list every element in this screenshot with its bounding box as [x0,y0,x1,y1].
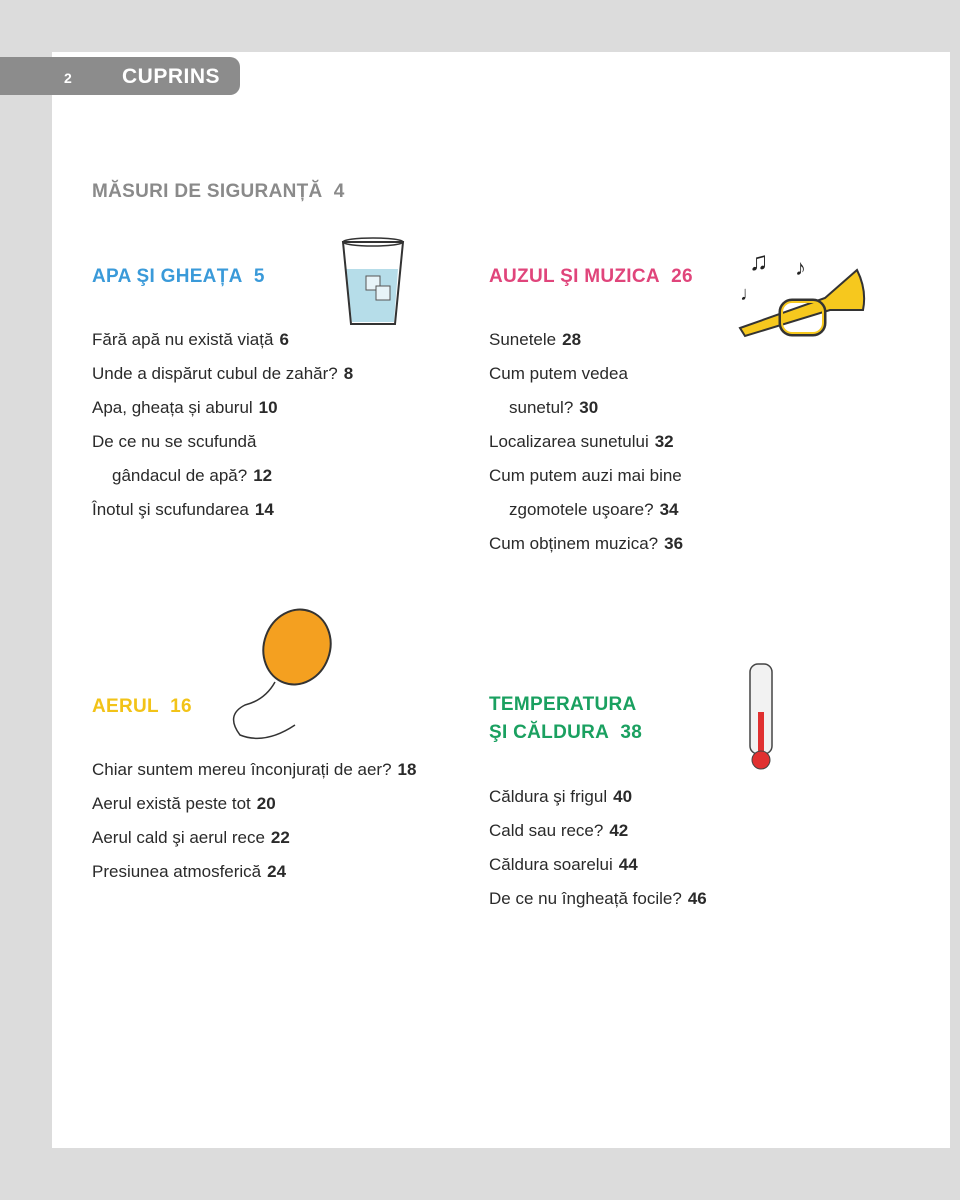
toc-item[interactable] [489,425,683,459]
toc-item[interactable] [489,459,683,527]
toc-item[interactable] [489,814,707,848]
entry-page: 4 [333,181,345,202]
item-label: Unde a dispărut cubul de zahăr? [92,364,338,383]
item-page: 46 [687,889,707,908]
balloon-icon [225,605,340,750]
page-title: CUPRINS [122,65,221,88]
svg-text:♪: ♪ [795,255,806,280]
item-label: Apa, gheața și aburul [92,398,253,417]
item-label: Aerul cald şi aerul rece [92,828,265,847]
page-panel [52,52,950,1148]
item-label: Înotul şi scufundarea [92,500,249,519]
item-label: Presiunea atmosferică [92,862,262,881]
item-page: 10 [258,398,278,417]
item-label: Căldura soarelui [489,855,613,874]
section-page: 5 [253,266,265,287]
item-page: 44 [618,855,638,874]
section-page: 26 [671,266,693,287]
entry-label: MĂSURI DE SIGURANȚĂ [92,181,323,202]
section-items-sound [489,323,683,561]
item-label: Aerul există peste tot [92,794,251,813]
item-page: 8 [343,364,354,383]
item-label: De ce nu se scufundă [92,432,257,451]
toc-item[interactable] [489,780,707,814]
section-title: AERUL [92,696,159,717]
item-label: gândacul de apă? [112,466,248,485]
item-page: 28 [562,330,582,349]
toc-item[interactable] [92,855,416,889]
item-page: 20 [256,794,276,813]
section-title: TEMPERATURA [489,694,637,715]
item-page: 12 [253,466,273,485]
section-items-water [92,323,353,527]
svg-text:♩: ♩ [740,283,760,305]
item-label: Cum obținem muzica? [489,534,659,553]
svg-text:♫: ♫ [749,246,769,276]
toc-item[interactable] [489,848,707,882]
thermometer-icon [744,662,779,774]
item-label: Fără apă nu există viață [92,330,274,349]
section-heading-water[interactable] [92,263,265,291]
item-page: 32 [654,432,674,451]
toc-item[interactable] [92,821,416,855]
item-page: 42 [609,821,629,840]
item-label: Cald sau rece? [489,821,604,840]
header-tab [0,57,240,95]
item-label: zgomotele uşoare? [509,500,654,519]
item-page: 34 [659,500,679,519]
toc-item[interactable] [489,882,707,916]
item-page: 24 [267,862,287,881]
section-page: 38 [620,722,643,743]
page-number: 2 [64,70,72,86]
toc-item[interactable] [489,357,683,425]
trumpet-icon [735,240,870,350]
item-page: 40 [613,787,633,806]
toc-item[interactable] [92,425,353,493]
toc-item[interactable] [92,787,416,821]
item-page: 18 [397,760,417,779]
item-label: Localizarea sunetului [489,432,649,451]
section-heading-sound[interactable] [489,263,693,291]
section-items-air [92,753,416,889]
toc-item[interactable] [92,323,353,357]
section-title: APA ŞI GHEAȚA [92,266,243,287]
item-page: 6 [279,330,289,349]
toc-item[interactable] [92,753,416,787]
toc-item[interactable] [489,527,683,561]
item-page: 14 [254,500,274,519]
toc-item[interactable] [92,391,353,425]
section-page: 16 [170,696,192,717]
item-label: Cum putem vedea [489,364,628,383]
item-page: 30 [579,398,599,417]
toc-entry-safety[interactable] [92,178,345,206]
toc-item[interactable] [92,357,353,391]
toc-item[interactable] [92,493,353,527]
toc-item[interactable] [489,323,683,357]
item-label: Căldura şi frigul [489,787,608,806]
item-page: 22 [270,828,290,847]
item-label: Cum putem auzi mai bine [489,466,682,485]
section-items-temperature [489,780,707,916]
item-label: Chiar suntem mereu înconjurați de aer? [92,760,392,779]
section-heading-temperature[interactable] [489,691,642,747]
section-title: AUZUL ŞI MUZICA [489,266,660,287]
section-title-line2: ŞI CĂLDURA [489,722,610,743]
item-label: De ce nu îngheață focile? [489,889,682,908]
item-page: 36 [664,534,684,553]
water-glass-icon [340,234,406,329]
item-label: sunetul? [509,398,574,417]
section-heading-air[interactable] [92,693,192,721]
item-label: Sunetele [489,330,557,349]
